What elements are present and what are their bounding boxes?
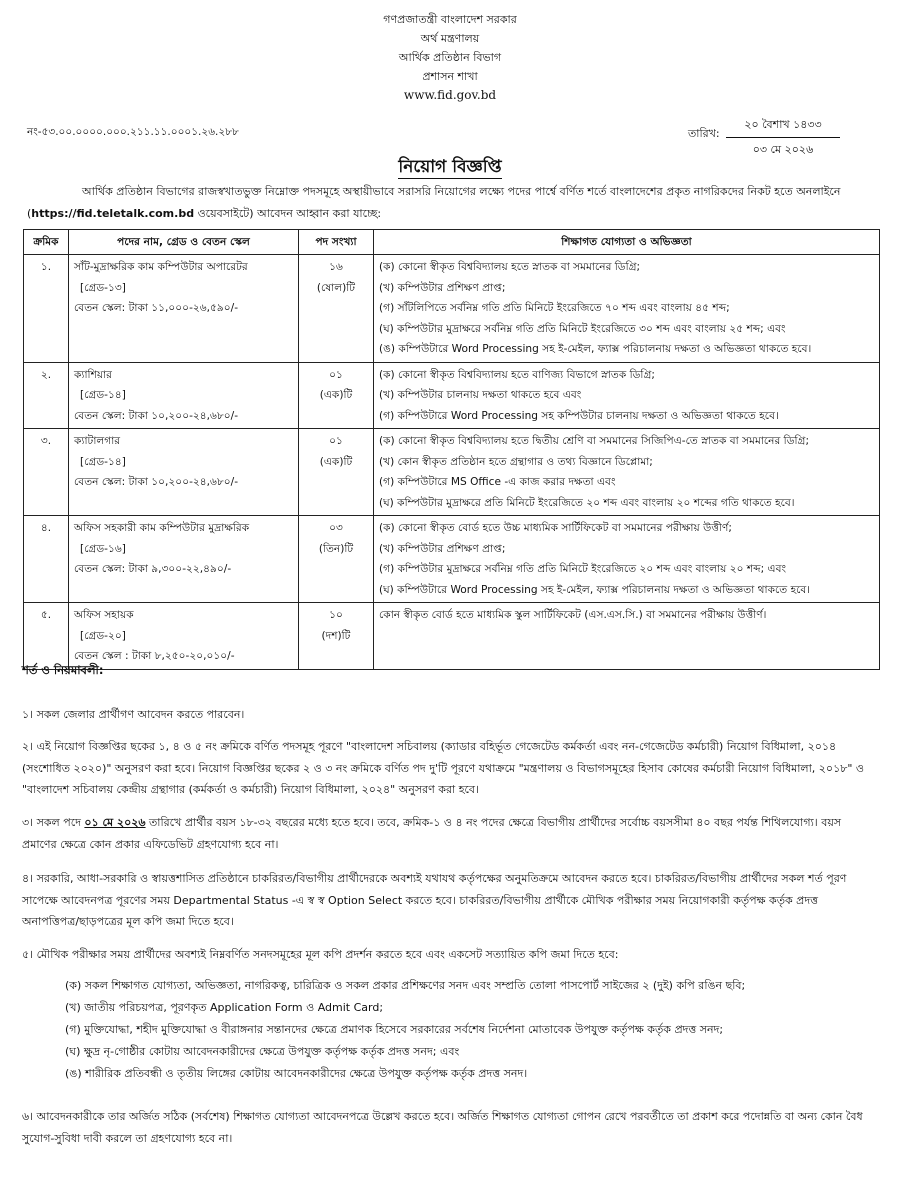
row-post <box>69 255 299 363</box>
row-serial: ৩. <box>24 429 69 516</box>
count-line: ১৬ <box>329 261 343 273</box>
qualification-item: (খ) কম্পিউটার প্রশিক্ষণ প্রাপ্ত; <box>379 542 506 555</box>
condition-5-item: (খ) জাতীয় পরিচয়পত্র, পূরণকৃত Application Form ও Admit Card; <box>65 1001 384 1014</box>
condition-3-date: ০১ মে ২০২৬ <box>84 816 146 829</box>
post-grade: [গ্রেড-১৩] <box>80 281 126 294</box>
qualification-item: (খ) কম্পিউটার চালনায় দক্ষতা থাকতে হবে এবং <box>379 389 582 401</box>
table-header-row <box>24 230 880 255</box>
count-line: (ষোল)টি <box>316 281 356 294</box>
qualification-item: (ঘ) কম্পিউটার মুদ্রাক্ষরে সর্বনিম্ন গতি প্রতি মিনিটে ইংরেজিতে ৩০ শব্দ এবং বাংলায় ২৫ শব্দ; এবং <box>379 322 786 335</box>
count-line: (দশ)টি <box>321 629 351 642</box>
govt-name: গণপ্রজাতন্ত্রী বাংলাদেশ সরকার <box>383 13 517 26</box>
posts-table-body <box>24 255 880 670</box>
condition-5: ৫। মৌখিক পরীক্ষার সময় প্রার্থীদের অবশ্যই নিম্নবর্ণিত সনদসমূহের মূল কপি প্রদর্শন করতে হবে এবং একসেট সত্যায়িত কপি জমা দিতে হবে: <box>22 948 619 961</box>
header-post: পদের নাম, গ্রেড ও বেতন স্কেল <box>69 230 299 255</box>
date-bangla: ২০ বৈশাখ ১৪৩৩ <box>744 118 822 131</box>
header-count: পদ সংখ্যা <box>299 230 374 255</box>
division-name: আর্থিক প্রতিষ্ঠান বিভাগ <box>398 51 502 64</box>
row-count <box>299 516 374 603</box>
count-line: (তিন)টি <box>318 542 354 555</box>
qualification-item: (ক) কোনো স্বীকৃত বিশ্ববিদ্যালয় হতে দ্বিতীয় শ্রেণি বা সমমানের সিজিপিএ-তে স্নাতক বা সমমানের ডিগ্রি; <box>379 435 810 447</box>
post-name: অফিস সহায়ক <box>74 609 134 621</box>
condition-3-before: ৩। সকল পদে <box>22 816 85 829</box>
date-english: ০৩ মে ২০২৬ <box>752 143 814 156</box>
count-line: (এক)টি <box>319 389 353 401</box>
post-salary: বেতন স্কেল: টাকা ১০,২০০-২৪,৬৮০/- <box>74 409 239 422</box>
qualification-item: (ক) কোনো স্বীকৃত বিশ্ববিদ্যালয় হতে বাণিজ্য বিভাগে স্নাতক ডিগ্রি; <box>379 368 655 381</box>
row-qualifications <box>374 255 880 363</box>
qualification-item: (ক) কোনো স্বীকৃত বিশ্ববিদ্যালয় হতে স্নাতক বা সমমানের ডিগ্রি; <box>379 261 641 273</box>
date-label: তারিখ: <box>688 127 720 140</box>
table-row <box>24 516 880 603</box>
row-count <box>299 362 374 429</box>
posts-table <box>23 229 880 670</box>
row-count <box>299 429 374 516</box>
condition-3-after: তারিখে প্রার্থীর বয়স ১৮-৩২ বছরের মধ্যে হতে হবে। তবে, ক্রমিক-১ ও ৪ নং পদের ক্ষেত্রে বিভাগীয় প্রার্থীদের সর্বোচ্চ বয়সসীমা ৪০ বছর পর্যন্ত শিথিলযোগ্য। বয়স প্রমাণের ক্ষেত্রে কোন প্রকার এফিডেভিট গ্রহণযোগ্য হবে না। <box>22 816 842 851</box>
row-serial: ২. <box>24 362 69 429</box>
post-name: ক্যাটালগার <box>74 435 121 447</box>
row-serial: ১. <box>24 255 69 363</box>
condition-4: ৪। সরকারি, আধা-সরকারি ও স্বায়ত্তশাসিত প্রতিষ্ঠানে চাকরিরত/বিভাগীয় প্রার্থীদেরকে অবশ্যই যথাযথ কর্তৃপক্ষের অনুমতিক্রমে আবেদন করতে হবে। চাকরিরত/বিভাগীয় প্রার্থীদের সকল শর্ত পূরণ সাপেক্ষে আবেদনপত্র পূরণের সময় Departmental Status -এ স্ব স্ব Option Select করতে হবে। চাকরিরত/বিভাগীয় প্রার্থীকে মৌখিক পরীক্ষার সময় নিয়োগকারী কর্তৃপক্ষ কর্তৃক প্রদত্ত অনাপত্তিপত্র/ছাড়পত্রের মূল কপি জমা দিতে হবে। <box>22 872 847 928</box>
post-grade: [গ্রেড-১৬] <box>80 542 126 555</box>
qualification-item: (ঘ) কম্পিউটার মুদ্রাক্ষরে প্রতি মিনিটে ইংরেজিতে ২০ শব্দ এবং বাংলায় ২০ শব্দের গতি থাকতে হবে। <box>379 496 795 509</box>
count-line: ০১ <box>329 368 343 381</box>
condition-5-list <box>65 975 875 1085</box>
intro-text-after: ওয়েবসাইটে) আবেদন আহ্বান করা যাচ্ছে: <box>194 207 382 220</box>
condition-1: ১। সকল জেলার প্রার্থীগণ আবেদন করতে পারবেন। <box>22 708 245 721</box>
row-count <box>299 603 374 670</box>
count-line: (এক)টি <box>319 455 353 468</box>
condition-3 <box>22 812 878 855</box>
qualification-item: (গ) কম্পিউটারে Word Processing সহ কম্পিউটার চালনায় দক্ষতা ও অভিজ্ঞতা থাকতে হবে। <box>379 409 779 422</box>
post-grade: [গ্রেড-১৪] <box>80 455 126 468</box>
qualification-item: (গ) কম্পিউটার মুদ্রাক্ষরে সর্বনিম্ন গতি প্রতি মিনিটে ইংরেজিতে ২০ শব্দ এবং বাংলায় ২০ শব্দ; এবং <box>379 563 787 575</box>
row-post <box>69 603 299 670</box>
qualification-item: (গ) সাঁটলিপিতে সর্বনিম্ন গতি প্রতি মিনিটে ইংরেজিতে ৭০ শব্দ এবং বাংলায় ৪৫ শব্দ; <box>379 302 730 314</box>
condition-5-item: (ক) সকল শিক্ষাগত যোগ্যতা, অভিজ্ঞতা, নাগরিকত্ব, চারিত্রিক ও সকল প্রকার প্রশিক্ষণের সনদ এবং সম্প্রতি তোলা পাসপোর্ট সাইজের ২ (দুই) কপি রঙিন ছবি; <box>65 979 746 992</box>
notice-title: নিয়োগ বিজ্ঞপ্তি <box>398 157 502 177</box>
notice-title-wrap <box>0 154 900 182</box>
qualification-item: কোন স্বীকৃত বোর্ড হতে মাধ্যমিক স্কুল সার্টিফিকেট (এস.এস.সি.) বা সমমানের পরীক্ষায় উত্তীর্ণ। <box>379 609 767 621</box>
qualification-item: (ঙ) কম্পিউটারে Word Processing সহ ই-মেইল, ফ্যাক্স পরিচালনায় দক্ষতা ও অভিজ্ঞতা থাকতে হবে। <box>379 343 812 355</box>
row-qualifications <box>374 362 880 429</box>
qualification-item: (খ) কম্পিউটার প্রশিক্ষণ প্রাপ্ত; <box>379 281 506 294</box>
qualification-item: (গ) কম্পিউটারে MS Office -এ কাজ করার দক্ষতা এবং <box>379 476 616 488</box>
memo-number: নং-৫৩.০০.০০০০.০০০.২১১.১১.০০০১.২৬.২৮৮ <box>27 126 239 138</box>
teletalk-link[interactable]: https://fid.teletalk.com.bd <box>31 207 195 220</box>
table-row <box>24 362 880 429</box>
condition-5-item: (গ) মুক্তিযোদ্ধা, শহীদ মুক্তিযোদ্ধা ও বীরাঙ্গনার সন্তানদের ক্ষেত্রে প্রমাণক হিসেবে সরকারের সর্বশেষ নির্দেশনা মোতাবেক উপযুক্ত কর্তৃপক্ষ কর্তৃক প্রদত্ত সনদ; <box>65 1023 724 1036</box>
post-grade: [গ্রেড-১৪] <box>80 389 126 401</box>
ministry-name: অর্থ মন্ত্রণালয় <box>420 32 480 45</box>
qualification-item: (খ) কোন স্বীকৃত প্রতিষ্ঠান হতে গ্রন্থাগার ও তথ্য বিজ্ঞানে ডিপ্লোমা; <box>379 455 653 468</box>
post-grade: [গ্রেড-২০] <box>80 629 126 642</box>
header-qualification: শিক্ষাগত যোগ্যতা ও অভিজ্ঞতা <box>374 230 880 255</box>
condition-2: ২। এই নিয়োগ বিজ্ঞপ্তির ছকের ১, ৪ ও ৫ নং ক্রমিকে বর্ণিত পদসমূহ পূরণে "বাংলাদেশ সচিবালয় (ক্যাডার বহির্ভূত গেজেটেড কর্মকর্তা এবং নন-গেজেটেড কর্মচারী) নিয়োগ বিধিমালা, ২০১৪ (সংশোধিত ২০২০)" অনুসরণ করা হবে। নিয়োগ বিজ্ঞপ্তির ছকের ২ ও ৩ নং ক্রমিকে বর্ণিত পদ দু'টি পূরণে যথাক্রমে "মন্ত্রণালয় ও বিভাগসমূহের হিসাব কোষের কর্মচারী নিয়োগ বিধিমালা, ২০১৮" ও "বাংলাদেশ সচিবালয় কেন্দ্রীয় গ্রন্থাগার (কর্মকর্তা ও কর্মচারী) নিয়োগ বিধিমালা, ২০২৪" অনুসরণ করা হবে। <box>22 740 865 796</box>
post-name: অফিস সহকারী কাম কম্পিউটার মুদ্রাক্ষরিক <box>74 522 250 534</box>
row-serial: ৪. <box>24 516 69 603</box>
condition-5-item: (ঙ) শারীরিক প্রতিবন্ধী ও তৃতীয় লিঙ্গের কোটায় আবেদনকারীদের ক্ষেত্রে উপযুক্ত কর্তৃপক্ষ কর্তৃক প্রদত্ত সনদ। <box>65 1067 528 1080</box>
letterhead <box>0 10 900 105</box>
table-row <box>24 255 880 363</box>
branch-name: প্রশাসন শাখা <box>422 70 478 83</box>
header-serial: ক্রমিক <box>24 230 69 255</box>
post-salary: বেতন স্কেল: টাকা ১০,২০০-২৪,৬৮০/- <box>74 476 239 488</box>
table-row <box>24 429 880 516</box>
post-salary: বেতন স্কেল: টাকা ১১,০০০-২৬,৫৯০/- <box>74 302 239 314</box>
condition-5-item: (ঘ) ক্ষুদ্র নৃ-গোষ্ঠীর কোটায় আবেদনকারীদের ক্ষেত্রে উপযুক্ত কর্তৃপক্ষ কর্তৃক প্রদত্ত সনদ; এবং <box>65 1045 460 1058</box>
row-qualifications <box>374 516 880 603</box>
row-qualifications <box>374 603 880 670</box>
count-line: ০৩ <box>329 522 343 534</box>
intro-paragraph <box>27 181 875 225</box>
qualification-item: (ঘ) কম্পিউটারে Word Processing সহ ই-মেইল, ফ্যাক্স পরিচালনায় দক্ষতা ও অভিজ্ঞতা থাকতে হবে। <box>379 583 811 596</box>
condition-6: ৬। আবেদনকারীকে তার অর্জিত সঠিক (সর্বশেষ) শিক্ষাগত যোগ্যতা আবেদনপত্রে উল্লেখ করতে হবে। অর্জিত শিক্ষাগত যোগ্যতা গোপন রেখে পরবর্তীতে তা প্রকাশ করে পদোন্নতি বা অন্য কোন বৈধ সুযোগ-সুবিধা দাবী করলে তা গ্রহণযোগ্য হবে না। <box>22 1110 863 1145</box>
conditions-heading: শর্ত ও নিয়মাবলী: <box>22 663 104 677</box>
intro-text-before: আর্থিক প্রতিষ্ঠান বিভাগের রাজস্বখাতভুক্ত নিম্নোক্ত পদসমূহে অস্থায়ীভাবে সরাসরি নিয়োগের লক্ষ্যে পদের পার্শ্বে বর্ণিত শর্তে বাংলাদেশের প্রকৃত নাগরিকদের নিকট হতে অনলাইনে ( <box>27 185 841 220</box>
row-post <box>69 429 299 516</box>
row-serial: ৫. <box>24 603 69 670</box>
row-qualifications <box>374 429 880 516</box>
post-name: ক্যাশিয়ার <box>74 368 112 381</box>
post-salary: বেতন স্কেল : টাকা ৮,২৫০-২০,০১০/- <box>74 650 235 662</box>
row-post <box>69 516 299 603</box>
post-salary: বেতন স্কেল: টাকা ৯,৩০০-২২,৪৯০/- <box>74 563 232 575</box>
website-link[interactable]: www.fid.gov.bd <box>403 88 497 102</box>
count-line: ০১ <box>329 435 343 447</box>
qualification-item: (ক) কোনো স্বীকৃত বোর্ড হতে উচ্চ মাধ্যমিক সার্টিফিকেট বা সমমানের পরীক্ষায় উত্তীর্ণ; <box>379 522 732 534</box>
count-line: ১০ <box>329 609 343 621</box>
row-count <box>299 255 374 363</box>
row-post <box>69 362 299 429</box>
table-row <box>24 603 880 670</box>
post-name: সাঁট-মুদ্রাক্ষরিক কাম কম্পিউটার অপারেটর <box>74 261 248 273</box>
